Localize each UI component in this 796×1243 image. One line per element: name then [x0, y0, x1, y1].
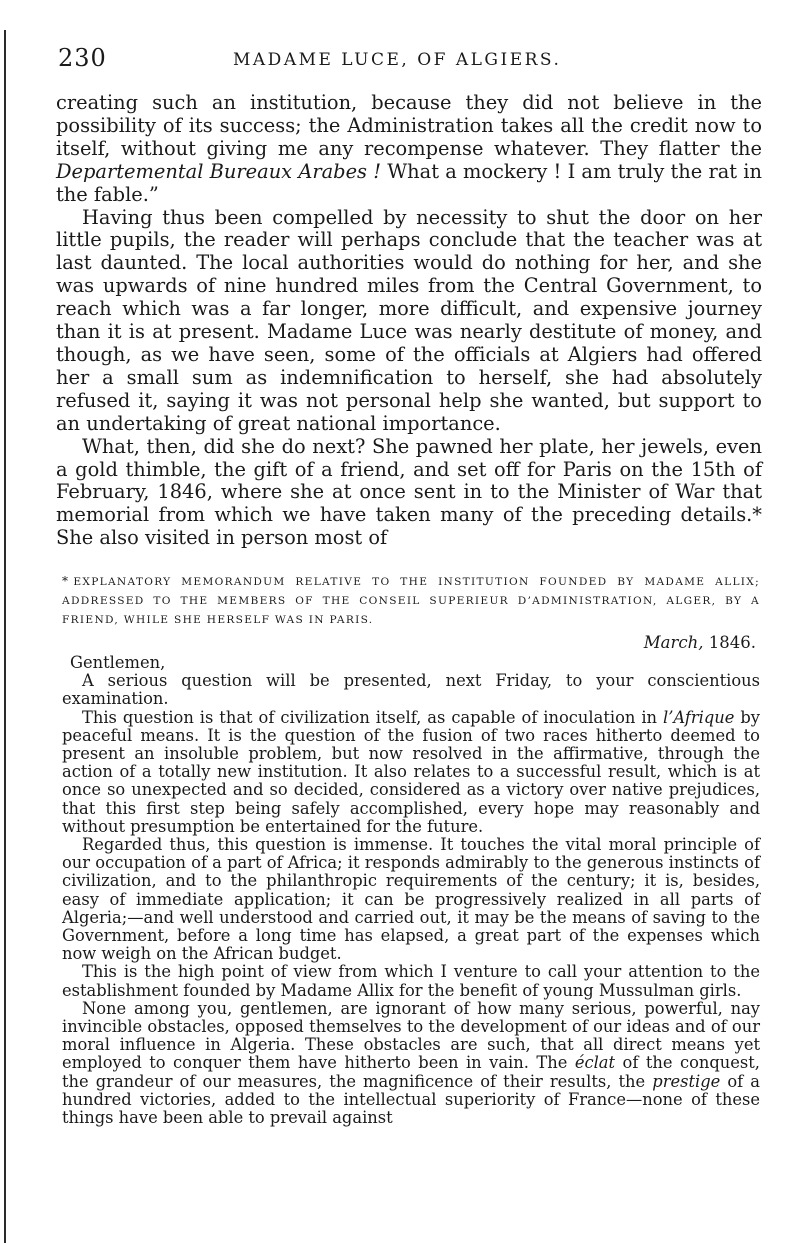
paragraph-3: What, then, did she do next? She pawned her plate, her jewels, even a gold thimble, the gift of a friend, and set off for Paris on the 15th of February, 1846, where she at once sent in to the Minister of War that memorial from which we have taken many of the preceding details.* She also visited in person most of	[56, 434, 762, 550]
main-text	[56, 92, 762, 550]
footnote-paragraph-3: Regarded thus, this question is immense. It touches the vital moral principle of our occupation of a part of Africa; it responds admirably to the generous instincts of civilization, and to the philanthropic requirements of the century; it is, besides, easy of immediate application; it can be progressively realized in all parts of Algeria;—and well understood and carried out, it may be the means of saving to the Government, before a long time has elapsed, a great part of the expenses which now weigh on the African budget.	[62, 835, 760, 964]
footnote-paragraph-1: A serious question will be presented, next Friday, to your conscientious examination.	[62, 671, 760, 709]
footnote-paragraph-5: None among you, gentlemen, are ignorant of how many serious, powerful, nay invincible obstacles, opposed themselves to the development of our ideas and of our moral influence in Algeria. These obstacles are such, that all direct means yet employed to conquer them have hitherto been in vain. The éclat of the conquest, the grandeur of our measures, the magnificence of their results, the prestige of a hundred victories, added to the intellectual superiority of France—none of these things have been able to prevail against	[62, 998, 761, 1128]
footnote	[62, 572, 760, 1127]
footnote-date: March, 1846.	[643, 633, 756, 652]
paragraph-2: Having thus been compelled by necessity to shut the door on her little pupils, the reader will perhaps conclude that the teacher was at last daunted. The local authorities would do nothing for her, and she was upwards of nine hundred miles from the Central Government, to reach which was a far longer, more difficult, and expensive journey than it is at present. Madame Luce was nearly destitute of money, and though, as we have seen, some of the officials at Algiers had offered her a small sum as indemnification to herself, she had absolutely refused it, saying it was not personal help she wanted, but support to an undertaking of great national importance.	[56, 205, 762, 435]
footnote-paragraph-4: This is the high point of view from which I venture to call your attention to the establishment founded by Madame Allix for the benefit of young Mussulman girls.	[62, 962, 760, 1000]
paragraph-1: creating such an institution, because they did not believe in the possibility of its success; the Administration takes all the credit now to itself, without giving me any recompense whatever. They flatter the Departemental Bureaux Arabes ! What a mockery ! I am truly the rat in the fable.”	[56, 91, 762, 206]
page-number: 230	[58, 44, 107, 72]
footnote-body	[62, 654, 760, 1127]
page-edge-rule	[4, 30, 6, 1243]
salutation: Gentlemen,	[70, 653, 166, 672]
footnote-heading: * EXPLANATORY MEMORANDUM RELATIVE TO THE INSTITUTION FOUNDED BY MADAME ALLIX; ADDRESSED TO THE MEMBERS OF THE CONSEIL SUPERIEUR D’ADMINISTRATION, ALGER, BY A FRIEND, WHILE SHE HERSELF WAS IN PARIS.	[62, 574, 760, 626]
running-title: MADAME LUCE, OF ALGIERS.	[233, 50, 562, 70]
footnote-paragraph-2: This question is that of civilization itself, as capable of inoculation in l’Afrique by peaceful means. It is the question of the fusion of two races hitherto deemed to present an insoluble problem, but now resolved in the affirmative, through the action of a totally new institution. It also relates to a successful result, which is at once so unexpected and so decided, considered as a victory over native prejudices, that this first step being safely accomplished, every hope may reasonably and without presumption be entertained for the future.	[62, 707, 760, 836]
page-header	[58, 44, 758, 74]
italic-phrase: Departemental Bureaux Arabes !	[56, 159, 382, 183]
footnote-marker: *	[62, 574, 70, 588]
